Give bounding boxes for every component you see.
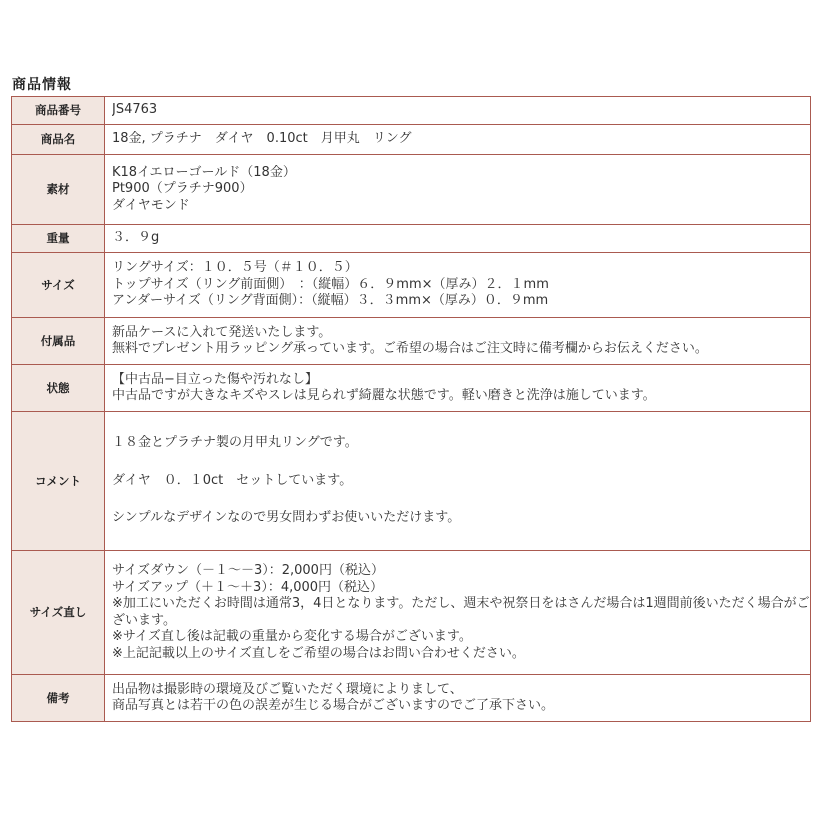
value-comment: １８金とプラチナ製の月甲丸リングです。 ダイヤ ０．１0ct セットしています。 シンプルなデザインなので男女問わずお使いいただけます。 (105, 412, 811, 551)
row-size (12, 253, 811, 318)
label-product-name: 商品名 (12, 125, 105, 155)
label-notes: 備考 (12, 675, 105, 722)
label-accessories: 付属品 (12, 318, 105, 365)
row-weight (12, 225, 811, 253)
row-comment (12, 412, 811, 551)
row-accessories (12, 318, 811, 365)
row-product-name (12, 125, 811, 155)
value-resizing: サイズダウン（－１～－3）：2,000円（税込） サイズアップ（＋１～＋3）：4,000円（税込） ※加工にいただくお時間は通常3，4日となります。ただし、週末や祝祭日をはさんだ場合は1週間前後いただく場合がございます。 ※サイズ直し後は記載の重量から変化する場合がございます。 ※上記記載以上のサイズ直しをご希望の場合はお問い合わせください。 (105, 551, 811, 675)
label-weight: 重量 (12, 225, 105, 253)
row-product-number (12, 97, 811, 125)
value-weight: ３．９g (105, 225, 811, 253)
label-material: 素材 (12, 155, 105, 225)
value-condition: 【中古品−目立った傷や汚れなし】 中古品ですが大きなキズやスレは見られず綺麗な状態です。軽い磨きと洗浄は施しています。 (105, 365, 811, 412)
label-condition: 状態 (12, 365, 105, 412)
value-size: リングサイズ：１０．５号（＃１０．５） トップサイズ（リング前面側） ：（縦幅）６．９mm×（厚み）２．１mm アンダーサイズ（リング背面側）：（縦幅）３．３mm×（厚み）０．９mm (105, 253, 811, 318)
section-title: 商品情報 (12, 77, 72, 93)
label-size: サイズ (12, 253, 105, 318)
label-resizing: サイズ直し (12, 551, 105, 675)
row-notes (12, 675, 811, 722)
row-resizing (12, 551, 811, 675)
value-product-number: JS4763 (105, 97, 811, 125)
value-notes: 出品物は撮影時の環境及びご覧いただく環境によりまして、 商品写真とは若干の色の誤差が生じる場合がございますのでご了承下さい。 (105, 675, 811, 722)
row-material (12, 155, 811, 225)
label-product-number: 商品番号 (12, 97, 105, 125)
value-accessories: 新品ケースに入れて発送いたします。 無料でプレゼント用ラッピング承っています。ご希望の場合はご注文時に備考欄からお伝えください。 (105, 318, 811, 365)
row-condition (12, 365, 811, 412)
value-product-name: 18金, プラチナ ダイヤ 0.10ct 月甲丸 リング (105, 125, 811, 155)
product-info-table (11, 96, 811, 722)
value-material: K18イエローゴールド（18金） Pt900（プラチナ900） ダイヤモンド (105, 155, 811, 225)
label-comment: コメント (12, 412, 105, 551)
